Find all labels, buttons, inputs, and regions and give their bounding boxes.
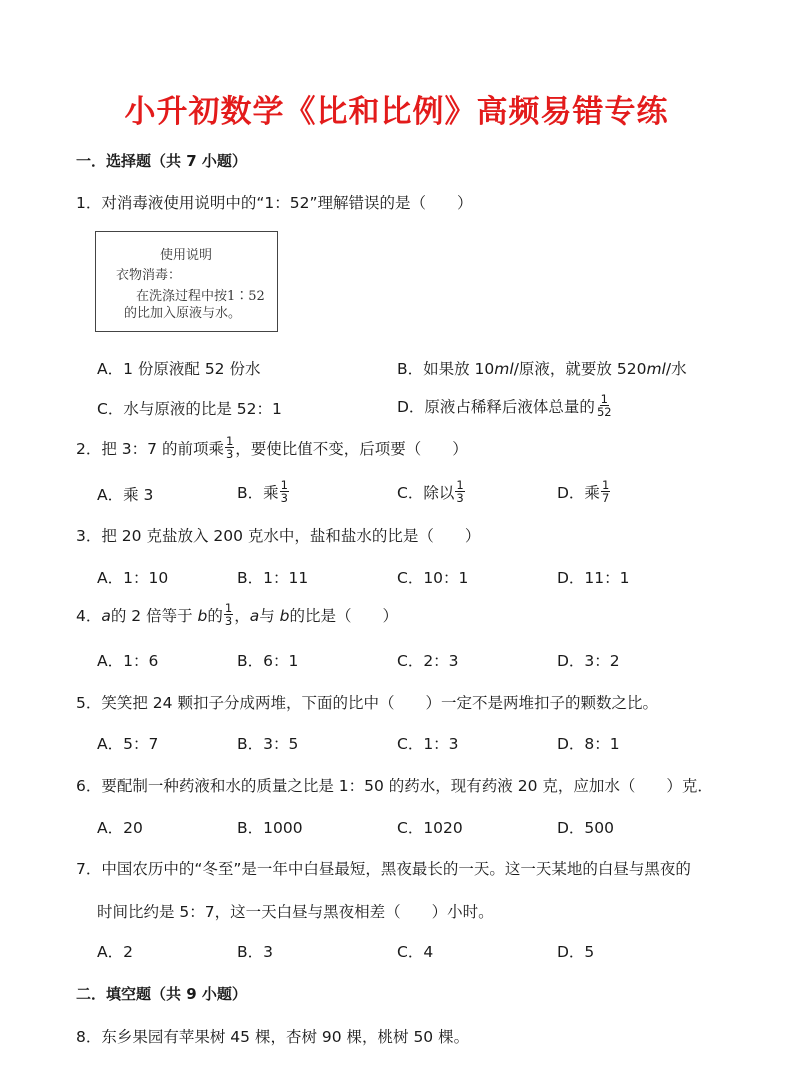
fraction-numerator: 1 <box>600 392 608 406</box>
fraction-numerator: 1 <box>456 478 464 492</box>
q2-option-b-text: B．乘 <box>237 484 279 503</box>
q2-option-c-text: C．除以 <box>397 484 455 503</box>
fraction <box>280 479 289 504</box>
notice-heading: 使用说明 <box>160 248 213 263</box>
q2-option-c[interactable] <box>397 478 466 506</box>
q7-option-b[interactable]: B．3 <box>237 943 273 961</box>
notice-line-2: 在洗涤过程中按1∶52 <box>136 289 265 304</box>
q4-option-b[interactable]: B．6：1 <box>237 652 299 670</box>
q1-option-a[interactable]: A．1 份原液配 52 份水 <box>97 360 261 378</box>
q4-number: 4． <box>76 607 102 626</box>
question-5-stem: 5．笑笑把 24 颗扣子分成两堆，下面的比中（ ）一定不是两堆扣子的颗数之比。 <box>76 694 658 712</box>
variable-a: a <box>101 607 111 626</box>
question-8-stem: 8．东乡果园有苹果树 45 棵，杏树 90 棵，桃树 50 棵。 <box>76 1028 470 1046</box>
fraction <box>224 602 233 627</box>
q4-text: 的比是（ ） <box>289 607 399 626</box>
fraction <box>225 435 234 460</box>
q7-option-c[interactable]: C．4 <box>397 943 434 961</box>
fraction-denominator: 3 <box>456 491 464 506</box>
fraction-denominator: 3 <box>280 491 288 506</box>
q4-text: ， <box>234 607 250 626</box>
q2-option-b[interactable] <box>237 478 290 506</box>
q7-option-d[interactable]: D．5 <box>557 943 595 961</box>
q1-option-c[interactable]: C．水与原液的比是 52：1 <box>97 400 282 418</box>
q3-option-d[interactable]: D．11：1 <box>557 569 630 587</box>
q6-option-a[interactable]: A．20 <box>97 819 143 837</box>
fraction-denominator: 3 <box>224 614 233 629</box>
fraction-denominator: 52 <box>596 405 612 420</box>
q4-option-c[interactable]: C．2：3 <box>397 652 459 670</box>
unit-ml: ml <box>494 360 514 378</box>
notice-line-1: 衣物消毒： <box>116 268 182 283</box>
q1-option-b-post: /水 <box>665 360 687 378</box>
variable-b: b <box>197 607 208 626</box>
question-6-stem: 6．要配制一种药液和水的质量之比是 1：50 的药水，现有药液 20 克，应加水（ ）克． <box>76 777 713 795</box>
q1-option-b-pre: B．如果放 10 <box>397 360 495 378</box>
question-2-stem <box>76 434 468 462</box>
q6-option-b[interactable]: B．1000 <box>237 819 303 837</box>
fraction-denominator: 7 <box>601 491 610 506</box>
variable-a: a <box>249 607 260 626</box>
q2-stem-pre: 2．把 3：7 的前项乘 <box>76 440 224 459</box>
page-title: 小升初数学《比和比例》高频易错专练 <box>124 94 669 130</box>
section-heading-fill: 二．填空题（共 9 小题） <box>76 985 247 1003</box>
q1-option-d-text: D．原液占稀释后液体总量的 <box>397 398 595 417</box>
variable-b: b <box>279 607 290 626</box>
q2-option-a[interactable]: A．乘 3 <box>97 486 154 504</box>
question-4-stem <box>76 601 399 629</box>
q7-option-a[interactable]: A．2 <box>97 943 133 961</box>
q3-option-a[interactable]: A．1：10 <box>97 569 169 587</box>
q1-option-d[interactable] <box>397 392 614 420</box>
q4-text: 的 <box>207 607 223 626</box>
notice-line-3: 的比加入原液与水。 <box>124 306 242 321</box>
question-7-stem-line-2: 时间比约是 5：7，这一天白昼与黑夜相差（ ）小时。 <box>97 903 494 921</box>
question-3-stem: 3．把 20 克盐放入 200 克水中，盐和盐水的比是（ ） <box>76 527 481 545</box>
usage-notice-image <box>95 231 278 332</box>
q2-option-d-text: D．乘 <box>557 484 600 503</box>
q5-option-d[interactable]: D．8：1 <box>557 735 620 753</box>
fraction-numerator: 1 <box>224 601 233 615</box>
q6-option-c[interactable]: C．1020 <box>397 819 463 837</box>
q5-option-a[interactable]: A．5：7 <box>97 735 159 753</box>
unit-ml: ml <box>646 360 666 378</box>
q3-option-c[interactable]: C．10：1 <box>397 569 469 587</box>
q2-option-d[interactable] <box>557 478 611 506</box>
q5-option-c[interactable]: C．1：3 <box>397 735 459 753</box>
q4-text: 与 <box>259 607 280 626</box>
q5-option-b[interactable]: B．3：5 <box>237 735 299 753</box>
q1-option-b-mid: /原液，就要放 520 <box>513 360 647 378</box>
fraction <box>601 479 610 504</box>
question-7-stem-line-1: 7．中国农历中的“冬至”是一年中白昼最短，黑夜最长的一天。这一天某地的白昼与黑夜的 <box>76 860 691 878</box>
fraction-numerator: 1 <box>225 434 234 448</box>
question-1-stem: 1．对消毒液使用说明中的“1：52”理解错误的是（ ） <box>76 194 473 212</box>
q1-option-b[interactable] <box>397 357 687 379</box>
q2-stem-post: ，要使比值不变，后项要（ ） <box>235 440 468 459</box>
fraction-denominator: 3 <box>225 447 234 462</box>
section-heading-choice: 一．选择题（共 7 小题） <box>76 152 247 170</box>
fraction-numerator: 1 <box>280 478 288 492</box>
q6-option-d[interactable]: D．500 <box>557 819 615 837</box>
q3-option-b[interactable]: B．1：11 <box>237 569 309 587</box>
q4-text: 的 2 倍等于 <box>110 607 198 626</box>
q4-option-d[interactable]: D．3：2 <box>557 652 620 670</box>
fraction <box>455 479 464 504</box>
fraction <box>596 393 613 418</box>
fraction-numerator: 1 <box>601 478 610 492</box>
q4-option-a[interactable]: A．1：6 <box>97 652 159 670</box>
